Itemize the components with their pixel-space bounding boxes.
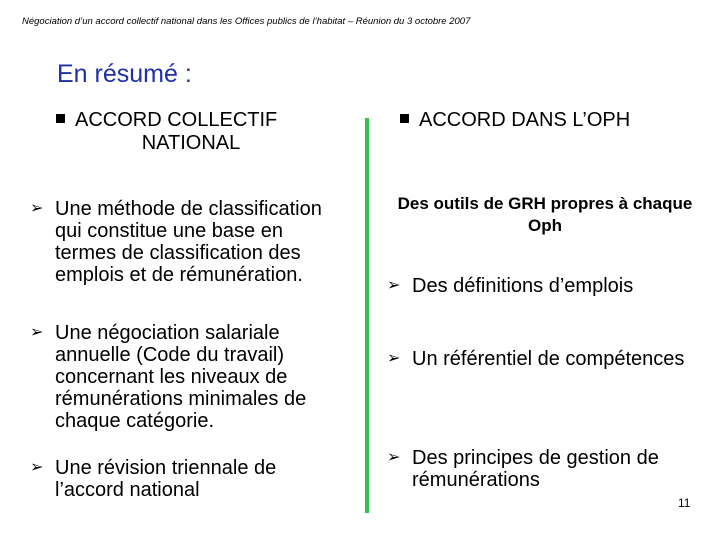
arrow-bullet-icon: ➢ xyxy=(387,350,401,367)
list-item-text: Des définitions d’emplois xyxy=(412,275,634,297)
arrow-bullet-icon: ➢ xyxy=(30,324,44,341)
list-item-text: Une méthode de classification qui constitue une base en termes de classification des emplois et de rémunération. xyxy=(55,198,322,286)
left-heading-line2: NATIONAL xyxy=(141,132,241,154)
right-column-heading xyxy=(400,109,710,132)
page-title: En résumé : xyxy=(57,60,192,88)
list-item xyxy=(30,457,340,501)
list-item xyxy=(30,198,340,286)
square-bullet-icon xyxy=(56,114,65,123)
list-item-text: Des principes de gestion de rémunérations xyxy=(412,447,659,491)
left-column-heading xyxy=(56,109,356,155)
right-column-subtitle: Des outils de GRH propres à chaque Oph xyxy=(397,194,693,235)
document-header: Négociation d’un accord collectif national dans les Offices publics de l’habitat – Réunion du 3 octobre 2007 xyxy=(22,16,471,27)
list-item xyxy=(387,447,717,491)
arrow-bullet-icon: ➢ xyxy=(387,449,401,466)
list-item xyxy=(387,275,707,297)
list-item-text: Un référentiel de compétences xyxy=(412,348,685,370)
page-number: 11 xyxy=(678,496,691,510)
right-heading-text: ACCORD DANS L’OPH xyxy=(419,109,631,131)
left-heading-line1: ACCORD COLLECTIF xyxy=(75,109,278,131)
list-item xyxy=(387,348,707,370)
list-item-text: Une révision triennale de l’accord national xyxy=(55,457,277,501)
list-item-text: Une négociation salariale annuelle (Code du travail) concernant les niveaux de rémunérations minimales de chaque catégorie. xyxy=(55,322,307,432)
arrow-bullet-icon: ➢ xyxy=(30,459,44,476)
list-item xyxy=(30,322,340,432)
arrow-bullet-icon: ➢ xyxy=(30,200,44,217)
column-divider xyxy=(365,118,369,513)
square-bullet-icon xyxy=(400,114,409,123)
arrow-bullet-icon: ➢ xyxy=(387,277,401,294)
